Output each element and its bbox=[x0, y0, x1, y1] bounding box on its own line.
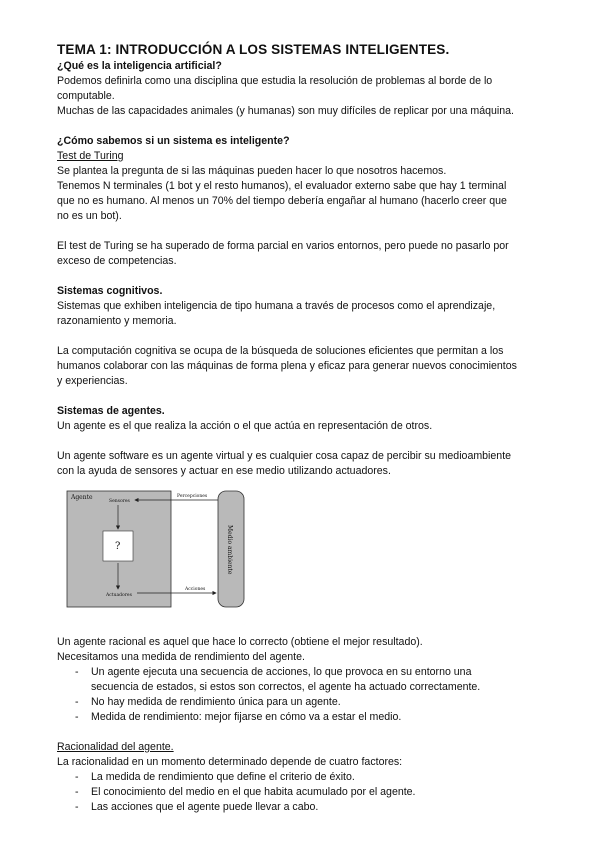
sensors-label: Sensores bbox=[109, 499, 130, 504]
paragraph-line: y experiencias. bbox=[57, 375, 128, 387]
subheading-turing-test: Test de Turing bbox=[57, 150, 124, 162]
paragraph-line: Sistemas que exhiben inteligencia de tipo humana a través de procesos como el aprendizaje, bbox=[57, 300, 496, 312]
paragraph-line: Muchas de las capacidades animales (y humanas) son muy difíciles de replicar por una máquina. bbox=[57, 105, 514, 117]
document-content bbox=[57, 42, 547, 815]
heading-agent-systems: Sistemas de agentes. bbox=[57, 405, 165, 417]
paragraph-line: Se plantea la pregunta de si las máquinas pueden hacer lo que nosotros hacemos. bbox=[57, 165, 447, 177]
paragraph-line: Un agente racional es aquel que hace lo correcto (obtiene el mejor resultado). bbox=[57, 636, 423, 648]
environment-label: Medio ambiente bbox=[226, 525, 233, 575]
document-title: TEMA 1: INTRODUCCIÓN A LOS SISTEMAS INTELIGENTES. bbox=[57, 42, 450, 57]
paragraph-line: Un agente es el que realiza la acción o el que actúa en representación de otros. bbox=[57, 420, 433, 432]
agent-diagram-svg bbox=[65, 489, 250, 609]
performance-bullet-list bbox=[57, 665, 547, 725]
paragraph-line: Tenemos N terminales (1 bot y el resto humanos), el evaluador externo sabe que hay 1 terminal bbox=[57, 180, 507, 192]
paragraph-line: no es un bot). bbox=[57, 210, 122, 222]
paragraph-line: con la ayuda de sensores y actuar en ese medio utilizando actuadores. bbox=[57, 465, 391, 477]
paragraph-line: La computación cognitiva se ocupa de la búsqueda de soluciones eficientes que permitan a los bbox=[57, 345, 504, 357]
paragraph-line: que no es humano. Al menos un 70% del tiempo debería engañar al humano (hacerlo creer que bbox=[57, 195, 507, 207]
paragraph-line: El test de Turing se ha superado de forma parcial en varios entornos, pero puede no pasarlo por bbox=[57, 240, 509, 252]
heading-ai-definition: ¿Qué es la inteligencia artificial? bbox=[57, 60, 222, 72]
paragraph-line: razonamiento y memoria. bbox=[57, 315, 177, 327]
list-item: - La medida de rendimiento que define el criterio de éxito. bbox=[57, 770, 547, 785]
paragraph-line: exceso de competencias. bbox=[57, 255, 177, 267]
list-item: - Las acciones que el agente puede llevar a cabo. bbox=[57, 800, 547, 815]
paragraph-line: Un agente software es un agente virtual y es cualquier cosa capaz de percibir su medioambiente bbox=[57, 450, 512, 462]
paragraph-line: La racionalidad en un momento determinado depende de cuatro factores: bbox=[57, 756, 403, 768]
agent-label: Agente bbox=[71, 494, 93, 501]
heading-cognitive-systems: Sistemas cognitivos. bbox=[57, 285, 163, 297]
list-item-text: secuencia de estados, si estos son correctos, el agente ha actuado correctamente. bbox=[91, 681, 481, 693]
list-item-text: No hay medida de rendimiento única para un agente. bbox=[91, 696, 341, 708]
list-item bbox=[57, 665, 547, 695]
perceptions-label: Percepciones bbox=[177, 494, 208, 499]
list-item: - El conocimiento del medio en el que habita acumulado por el agente. bbox=[57, 785, 547, 800]
paragraph-line: computable. bbox=[57, 90, 115, 102]
agent-diagram bbox=[65, 489, 250, 609]
list-item-text: Medida de rendimiento: mejor fijarse en cómo va a estar el medio. bbox=[91, 711, 402, 723]
subheading-agent-rationality: Racionalidad del agente. bbox=[57, 741, 174, 753]
rationality-bullet-list bbox=[57, 770, 547, 815]
list-item bbox=[57, 710, 547, 725]
list-item bbox=[57, 695, 547, 710]
list-item-text: Un agente ejecuta una secuencia de acciones, lo que provoca en su entorno una bbox=[91, 666, 472, 678]
actuators-label: Actuadores bbox=[106, 593, 132, 598]
paragraph-line: Necesitamos una medida de rendimiento del agente. bbox=[57, 651, 305, 663]
paragraph-line: humanos colaborar con las máquinas de forma plena y eficaz para generar nuevos conocimientos bbox=[57, 360, 517, 372]
paragraph-line: Podemos definirla como una disciplina que estudia la resolución de problemas al borde de lo bbox=[57, 75, 493, 87]
unknown-label: ? bbox=[115, 541, 121, 552]
actions-label: Acciones bbox=[185, 587, 206, 592]
heading-intelligence-test: ¿Cómo sabemos si un sistema es inteligente? bbox=[57, 135, 290, 147]
